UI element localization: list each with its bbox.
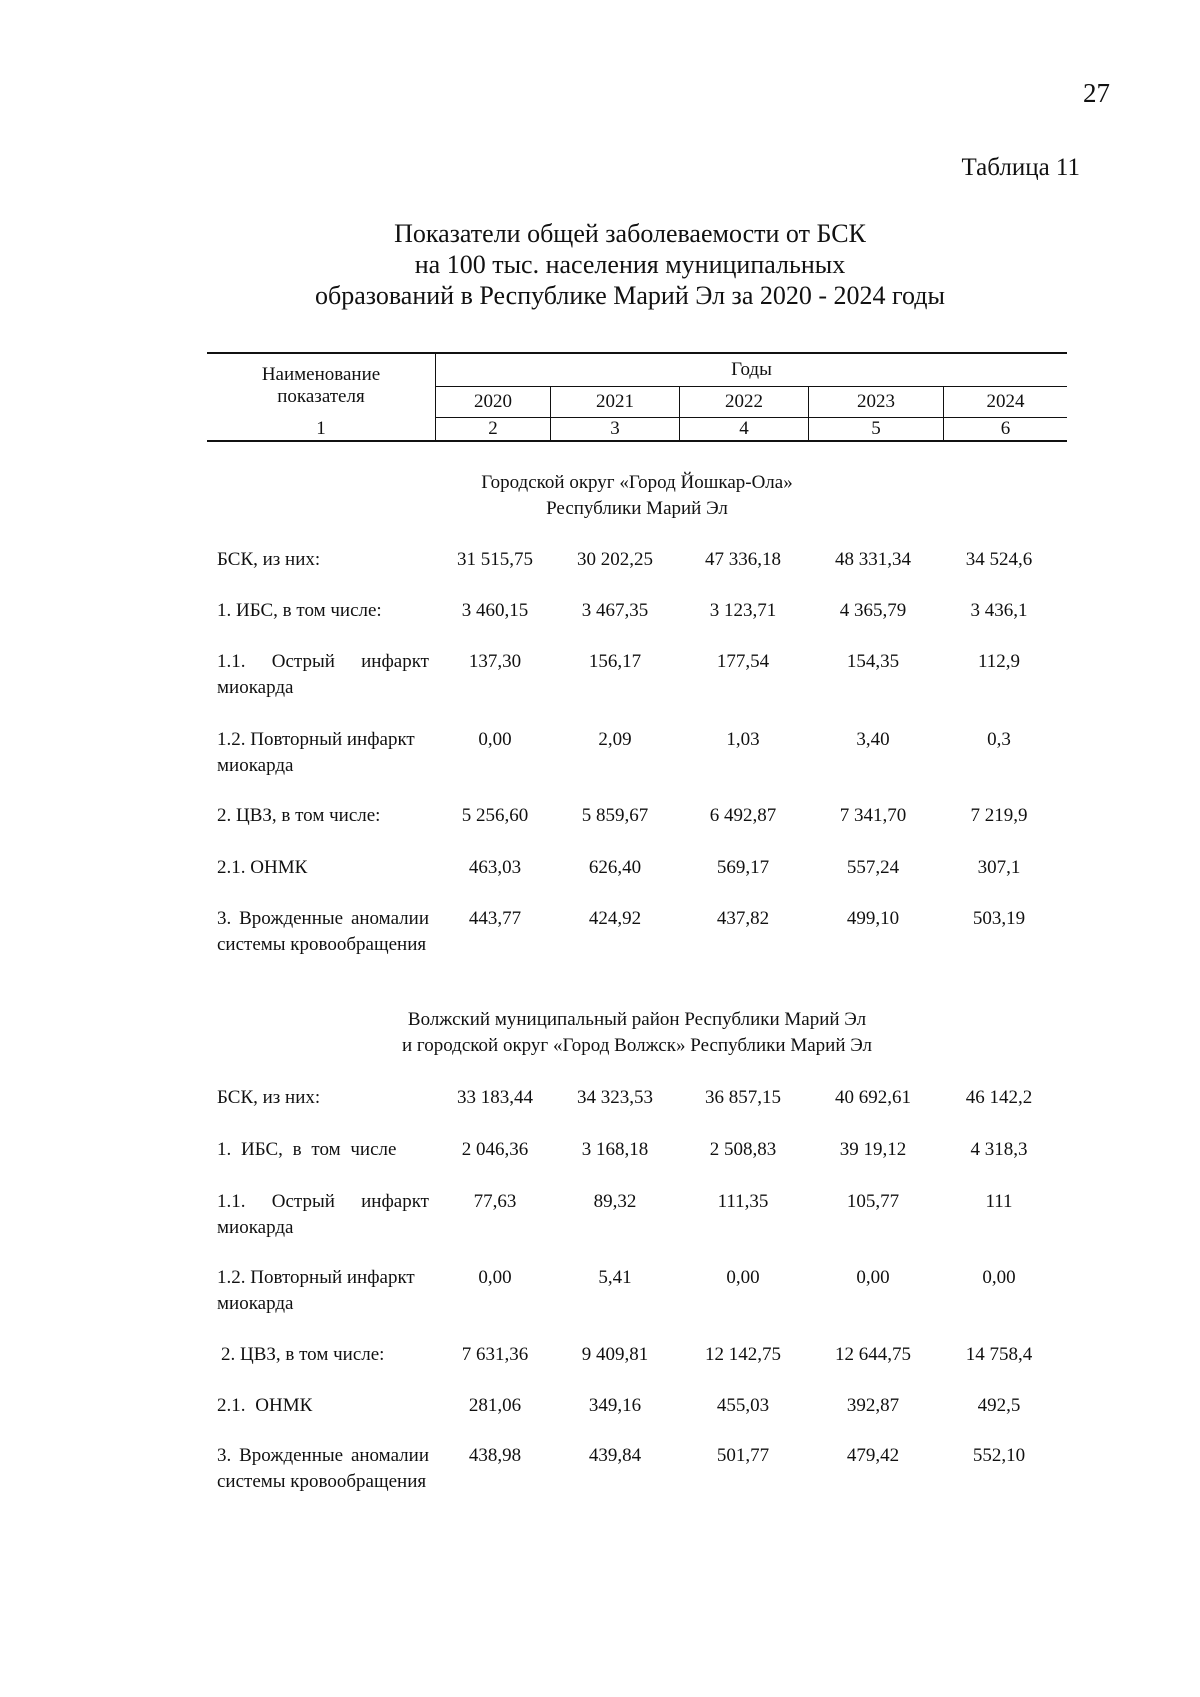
cell-value: 137,30 xyxy=(468,651,522,672)
cell-value: 557,24 xyxy=(846,857,900,878)
section-title-line: Волжский муниципальный район Республики Марий Эл xyxy=(407,1009,867,1030)
cell-value: 2 046,36 xyxy=(461,1139,529,1160)
year-header: 2021 xyxy=(551,387,680,418)
cell-value: 424,92 xyxy=(588,908,642,929)
name-column-header xyxy=(207,353,436,418)
table-title xyxy=(260,218,1000,311)
cell-value: 14 758,4 xyxy=(965,1344,1033,1365)
name-header-line: Наименование xyxy=(261,363,381,385)
cell-value: 626,40 xyxy=(588,857,642,878)
cell-value: 0,00 xyxy=(478,729,512,750)
cell-value: 105,77 xyxy=(846,1191,900,1212)
cell-value: 569,17 xyxy=(716,857,770,878)
year-header: 2024 xyxy=(944,387,1068,418)
section-title-line: и городской округ «Город Волжск» Республики Марий Эл xyxy=(401,1035,873,1056)
year-header: 2022 xyxy=(680,387,809,418)
cell-value: 3 460,15 xyxy=(461,600,529,621)
cell-value: 46 142,2 xyxy=(965,1087,1033,1108)
name-header-line: показателя xyxy=(277,385,365,407)
row-label: 1.1. Острый инфаркт миокарда xyxy=(217,1191,429,1238)
cell-value: 3,40 xyxy=(856,729,890,750)
cell-value: 30 202,25 xyxy=(577,549,653,570)
row-label: 2. ЦВЗ, в том числе: xyxy=(217,805,381,826)
cell-value: 47 336,18 xyxy=(705,549,781,570)
row-label: 1.2. Повторный инфаркт миокарда xyxy=(217,1267,415,1314)
cell-value: 111,35 xyxy=(717,1191,769,1212)
row-label: 2.1. ОНМК xyxy=(217,857,308,878)
cell-value: 77,63 xyxy=(473,1191,517,1212)
cell-value: 0,3 xyxy=(987,729,1011,750)
section-title-line: Городской округ «Город Йошкар-Ола» xyxy=(481,472,793,493)
cell-value: 40 692,61 xyxy=(835,1087,911,1108)
column-number: 2 xyxy=(436,418,551,442)
cell-value: 438,98 xyxy=(468,1445,522,1466)
cell-value: 7 219,9 xyxy=(970,805,1028,826)
title-line: Показатели общей заболеваемости от БСК xyxy=(394,219,866,248)
row-label: 2.1. ОНМК xyxy=(217,1395,313,1416)
section-title xyxy=(207,1007,1067,1059)
cell-value: 5,41 xyxy=(598,1267,632,1288)
column-number: 3 xyxy=(551,418,680,442)
cell-value: 0,00 xyxy=(478,1267,512,1288)
cell-value: 9 409,81 xyxy=(581,1344,649,1365)
cell-value: 349,16 xyxy=(588,1395,642,1416)
row-label: 1.1. Острый инфаркт миокарда xyxy=(217,651,429,698)
cell-value: 3 123,71 xyxy=(709,600,777,621)
cell-value: 112,9 xyxy=(977,651,1021,672)
cell-value: 499,10 xyxy=(846,908,900,929)
cell-value: 479,42 xyxy=(846,1445,900,1466)
row-label: 3. Врожденные аномалии системы кровообращения xyxy=(217,908,429,955)
row-label: 1.2. Повторный инфаркт миокарда xyxy=(217,729,415,776)
table-label: Таблица 11 xyxy=(961,154,1080,181)
cell-value: 455,03 xyxy=(716,1395,770,1416)
row-label: БСК, из них: xyxy=(217,1087,321,1108)
cell-value: 5 256,60 xyxy=(461,805,529,826)
year-header: 2020 xyxy=(436,387,551,418)
years-header: Годы xyxy=(436,353,1068,387)
section-title-line: Республики Марий Эл xyxy=(546,498,728,519)
cell-value: 4 365,79 xyxy=(839,600,907,621)
cell-value: 48 331,34 xyxy=(835,549,911,570)
cell-value: 34 524,6 xyxy=(965,549,1033,570)
cell-value: 89,32 xyxy=(593,1191,637,1212)
cell-value: 2 508,83 xyxy=(709,1139,777,1160)
row-label: 2. ЦВЗ, в том числе: xyxy=(221,1344,385,1365)
cell-value: 6 492,87 xyxy=(709,805,777,826)
title-line: на 100 тыс. населения муниципальных xyxy=(414,250,846,279)
year-header: 2023 xyxy=(809,387,944,418)
column-number: 6 xyxy=(944,418,1068,442)
cell-value: 3 467,35 xyxy=(581,600,649,621)
row-label: 3. Врожденные аномалии системы кровообращения xyxy=(217,1445,429,1492)
cell-value: 111 xyxy=(985,1191,1013,1212)
cell-value: 503,19 xyxy=(972,908,1026,929)
cell-value: 437,82 xyxy=(716,908,770,929)
cell-value: 501,77 xyxy=(716,1445,770,1466)
cell-value: 281,06 xyxy=(468,1395,522,1416)
page-number: 27 xyxy=(1083,78,1110,108)
cell-value: 154,35 xyxy=(846,651,900,672)
column-number: 1 xyxy=(207,418,436,442)
cell-value: 31 515,75 xyxy=(457,549,533,570)
cell-value: 7 631,36 xyxy=(461,1344,529,1365)
title-line: образований в Республике Марий Эл за 2020 - 2024 годы xyxy=(314,281,945,310)
cell-value: 36 857,15 xyxy=(705,1087,781,1108)
row-label: 1. ИБС, в том числе: xyxy=(217,600,382,621)
cell-value: 439,84 xyxy=(588,1445,642,1466)
cell-value: 492,5 xyxy=(977,1395,1021,1416)
cell-value: 39 19,12 xyxy=(839,1139,907,1160)
cell-value: 443,77 xyxy=(468,908,522,929)
cell-value: 177,54 xyxy=(716,651,770,672)
cell-value: 4 318,3 xyxy=(970,1139,1028,1160)
cell-value: 12 644,75 xyxy=(835,1344,911,1365)
row-label: 1. ИБС, в том числе xyxy=(217,1139,397,1160)
cell-value: 2,09 xyxy=(598,729,632,750)
table-header xyxy=(207,352,1067,442)
column-number: 5 xyxy=(809,418,944,442)
cell-value: 392,87 xyxy=(846,1395,900,1416)
cell-value: 33 183,44 xyxy=(457,1087,533,1108)
section-title xyxy=(207,470,1067,522)
row-label: БСК, из них: xyxy=(217,549,321,570)
cell-value: 34 323,53 xyxy=(577,1087,653,1108)
cell-value: 3 168,18 xyxy=(581,1139,649,1160)
cell-value: 5 859,67 xyxy=(581,805,649,826)
cell-value: 307,1 xyxy=(977,857,1021,878)
cell-value: 0,00 xyxy=(982,1267,1016,1288)
cell-value: 552,10 xyxy=(972,1445,1026,1466)
cell-value: 0,00 xyxy=(856,1267,890,1288)
column-number: 4 xyxy=(680,418,809,442)
cell-value: 3 436,1 xyxy=(970,600,1028,621)
cell-value: 1,03 xyxy=(726,729,760,750)
cell-value: 156,17 xyxy=(588,651,642,672)
cell-value: 463,03 xyxy=(468,857,522,878)
cell-value: 12 142,75 xyxy=(705,1344,781,1365)
cell-value: 0,00 xyxy=(726,1267,760,1288)
cell-value: 7 341,70 xyxy=(839,805,907,826)
